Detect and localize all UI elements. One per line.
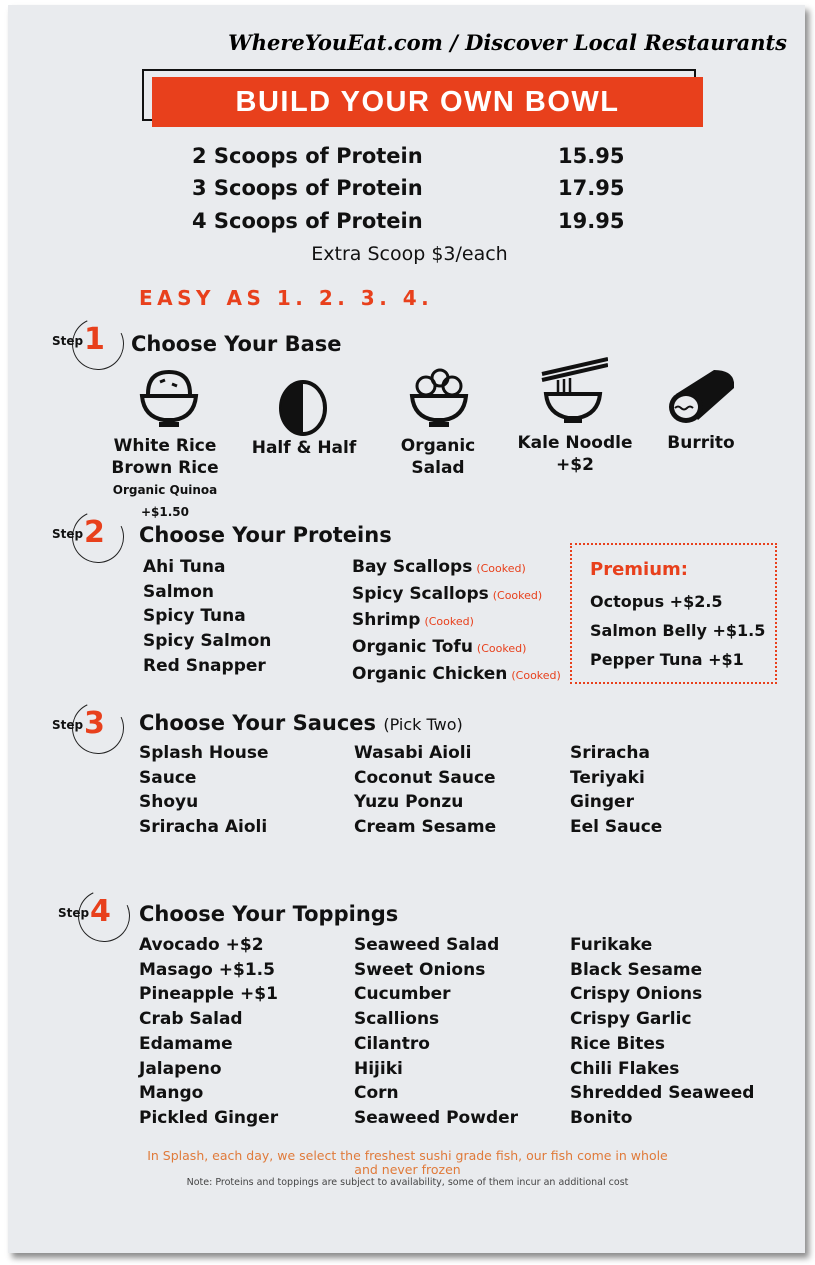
toppings-column-2: [354, 933, 518, 1131]
sauce-item: Sauce: [139, 767, 197, 788]
protein-item: [352, 608, 561, 635]
protein-name: Bay Scallops: [352, 557, 473, 577]
step-2-badge: Step 2: [52, 511, 202, 567]
topping-item: Edamame: [139, 1033, 233, 1054]
step-1-badge: Step 1: [52, 318, 202, 374]
sauce-item: Sriracha: [570, 743, 650, 763]
price-label: 2 Scoops of Protein: [192, 144, 423, 168]
protein-name: Salmon: [143, 581, 215, 602]
cooked-note: (Cooked): [476, 642, 527, 656]
protein-item: [352, 635, 561, 662]
availability-note: Note: Proteins and toppings are subject to availability, some of them incur an additional cost: [186, 1177, 629, 1188]
step-3-badge: Step 3: [52, 702, 202, 758]
step-4-badge: Step 4: [58, 890, 208, 946]
sauce-item: Shoyu: [139, 792, 199, 813]
protein-item: [143, 654, 271, 679]
protein-name: Ahi Tuna: [143, 557, 226, 577]
protein-name: Organic Chicken: [352, 663, 508, 684]
menu-title: BUILD YOUR OWN BOWL: [152, 77, 703, 127]
sauce-item: Splash House: [139, 743, 269, 763]
base-organic-salad: Organic Salad: [400, 436, 476, 478]
premium-box: [570, 543, 777, 684]
topping-item: Rice Bites: [570, 1033, 666, 1054]
sauce-item: Wasabi Aioli: [354, 743, 472, 763]
cooked-note: (Cooked): [511, 668, 561, 682]
sauce-item: Coconut Sauce: [354, 767, 496, 788]
premium-item: Pepper Tuna +$1: [590, 650, 744, 669]
tagline: EASY AS 1. 2. 3. 4.: [139, 286, 434, 310]
price-value: 17.95: [558, 176, 625, 200]
topping-item: Pineapple +$1: [139, 984, 278, 1005]
topping-item: Masago +$1.5: [139, 959, 275, 980]
topping-item: Crispy Garlic: [570, 1009, 692, 1030]
cooked-note: (Cooked): [492, 588, 543, 602]
premium-item: Salmon Belly +$1.5: [590, 621, 766, 640]
topping-item: Furikake: [570, 935, 653, 955]
topping-item: Pickled Ginger: [139, 1107, 279, 1128]
site-header: WhereYouEat.com / Discover Local Restaurants: [228, 30, 787, 55]
price-label: 4 Scoops of Protein: [192, 209, 423, 233]
topping-item: Hijiki: [354, 1058, 403, 1079]
price-value: 15.95: [558, 144, 625, 168]
protein-item: [143, 555, 271, 580]
step-4-title: Choose Your Toppings: [139, 902, 399, 926]
topping-item: Cucumber: [354, 984, 451, 1005]
proteins-column-2: [352, 555, 561, 689]
protein-name: Spicy Tuna: [143, 606, 246, 627]
base-burrito: Burrito: [667, 433, 735, 453]
protein-item: [352, 582, 561, 609]
topping-item: Shredded Seaweed: [570, 1083, 755, 1104]
topping-item: Chili Flakes: [570, 1058, 680, 1079]
freshness-note: In Splash, each day, we select the freshest sushi grade fish, our fish come in whole and never frozen: [147, 1148, 668, 1177]
protein-name: Spicy Salmon: [143, 631, 272, 652]
protein-item: [143, 580, 271, 605]
base-half-and-half: Half & Half: [251, 438, 357, 458]
topping-item: Seaweed Powder: [354, 1107, 519, 1128]
cooked-note: (Cooked): [476, 562, 526, 575]
burrito-icon: [664, 364, 734, 434]
step-3-title: Choose Your Sauces (Pick Two): [139, 711, 463, 735]
half-circle-icon: [268, 375, 338, 445]
protein-item: [352, 555, 561, 582]
premium-item: Octopus +$2.5: [590, 592, 723, 611]
topping-item: Corn: [354, 1083, 399, 1104]
topping-item: Crispy Onions: [570, 984, 703, 1005]
base-rice: White Rice Brown Rice Organic Quinoa +$1.50: [111, 436, 219, 519]
toppings-column-3: [570, 933, 754, 1131]
base-kale-noodle: Kale Noodle +$2: [517, 433, 633, 475]
protein-item: [143, 604, 271, 629]
topping-item: Mango: [139, 1083, 204, 1104]
protein-item: [143, 629, 271, 654]
rice-bowl-icon: [134, 362, 204, 432]
topping-item: Avocado +$2: [139, 935, 264, 955]
salad-bowl-icon: [404, 362, 474, 432]
noodle-bowl-icon: [538, 356, 608, 426]
sauces-column-2: [354, 741, 496, 840]
price-label: 3 Scoops of Protein: [192, 176, 423, 200]
sauces-column-1: [139, 741, 269, 840]
toppings-column-1: [139, 933, 278, 1131]
sauce-item: Teriyaki: [570, 767, 645, 788]
topping-item: Scallions: [354, 1009, 440, 1030]
topping-item: Jalapeno: [139, 1058, 222, 1079]
premium-heading: Premium:: [590, 559, 688, 580]
topping-item: Cilantro: [354, 1033, 430, 1054]
topping-item: Bonito: [570, 1107, 633, 1128]
protein-item: [352, 662, 561, 689]
proteins-column-1: [143, 555, 271, 679]
topping-item: Seaweed Salad: [354, 935, 500, 955]
cooked-note: (Cooked): [424, 615, 474, 629]
sauce-item: Sriracha Aioli: [139, 817, 268, 838]
protein-name: Shrimp: [352, 610, 421, 631]
step-1-title: Choose Your Base: [131, 332, 342, 356]
topping-item: Sweet Onions: [354, 959, 486, 980]
extra-scoop: Extra Scoop $3/each: [311, 243, 508, 265]
topping-item: Black Sesame: [570, 959, 703, 980]
sauce-item: Cream Sesame: [354, 817, 497, 838]
step-2-title: Choose Your Proteins: [139, 523, 392, 547]
protein-name: Red Snapper: [143, 655, 266, 676]
protein-name: Organic Tofu: [352, 637, 473, 658]
price-value: 19.95: [558, 209, 625, 233]
protein-name: Spicy Scallops: [352, 583, 489, 604]
sauce-item: Yuzu Ponzu: [354, 792, 464, 813]
topping-item: Crab Salad: [139, 1009, 243, 1030]
sauces-column-3: [570, 741, 662, 840]
sauce-item: Ginger: [570, 792, 634, 813]
sauce-item: Eel Sauce: [570, 817, 663, 838]
